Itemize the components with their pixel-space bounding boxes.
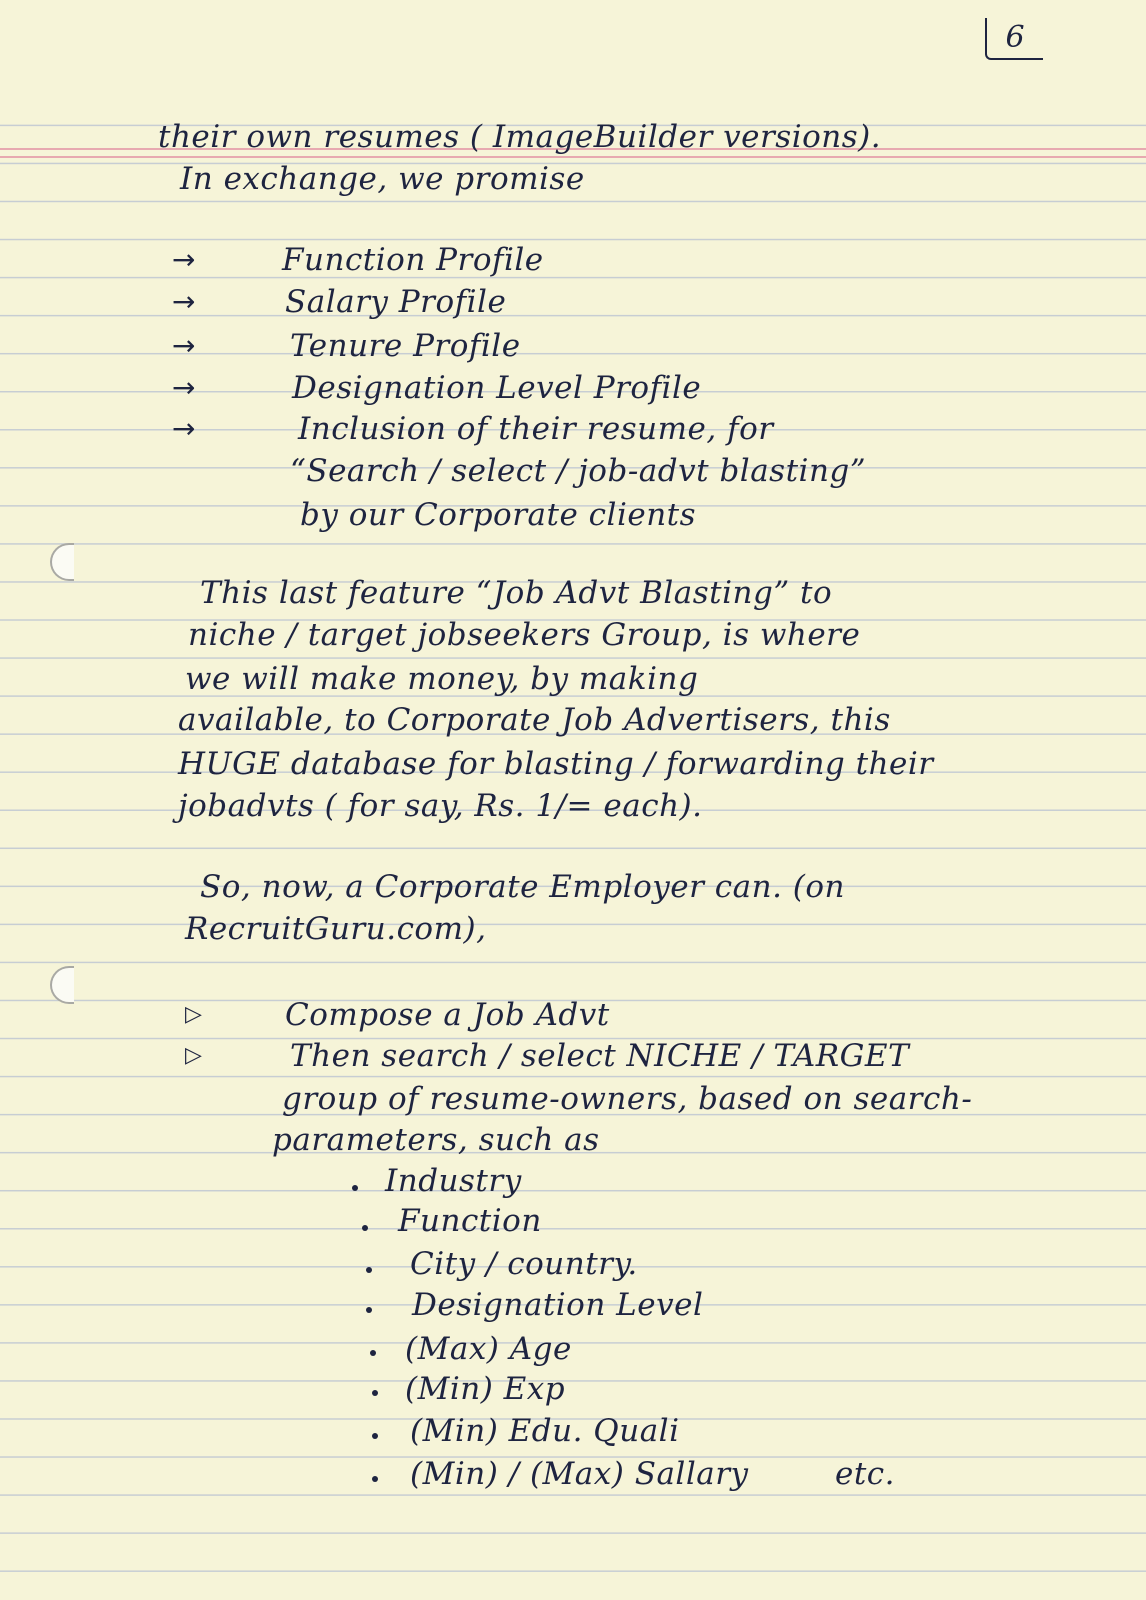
intro-line: their own resumes ( ImageBuilder versions).: [158, 119, 882, 155]
paragraph-line: niche / target jobseekers Group, is where: [188, 617, 861, 653]
triangle-bullet-icon: ▷: [185, 1043, 202, 1068]
bullet-dot-icon: [366, 1267, 372, 1273]
margin-rule-line: [0, 156, 1146, 158]
promise-item: Tenure Profile: [290, 328, 521, 364]
arrow-icon: →: [172, 285, 196, 318]
bullet-dot-icon: [370, 1350, 376, 1356]
bullet-dot-icon: [362, 1225, 368, 1231]
paragraph-line: we will make money, by making: [185, 661, 699, 697]
parameter-item: City / country.: [410, 1246, 638, 1282]
bullet-dot-icon: [372, 1390, 378, 1396]
promise-item: by our Corporate clients: [300, 497, 697, 533]
parameter-item: Designation Level: [412, 1287, 704, 1323]
arrow-icon: →: [172, 412, 196, 445]
paragraph-line: HUGE database for blasting / forwarding their: [178, 746, 934, 782]
promise-item: Salary Profile: [285, 284, 507, 320]
paragraph-line: This last feature “Job Advt Blasting” to: [200, 575, 833, 611]
intro-line: In exchange, we promise: [180, 161, 585, 197]
parameter-item: (Min) Exp: [405, 1371, 566, 1407]
step-item: Then search / select NICHE / TARGET: [290, 1038, 910, 1074]
paragraph-line: available, to Corporate Job Advertisers, this: [178, 702, 891, 738]
parameter-item: (Min) / (Max) Sallary: [410, 1456, 749, 1492]
promise-item: “Search / select / job-advt blasting”: [290, 453, 867, 489]
punch-hole: [50, 543, 74, 581]
step-continuation: parameters, such as: [272, 1122, 600, 1158]
employer-intro-line: RecruitGuru.com),: [185, 911, 487, 947]
bullet-dot-icon: [366, 1307, 372, 1313]
arrow-icon: →: [172, 243, 196, 276]
bullet-dot-icon: [372, 1433, 378, 1439]
parameter-item: (Max) Age: [405, 1331, 572, 1367]
bullet-dot-icon: [352, 1185, 358, 1191]
top-margin: [0, 0, 1146, 120]
punch-hole: [50, 966, 74, 1004]
arrow-icon: →: [172, 329, 196, 362]
bullet-dot-icon: [372, 1476, 378, 1482]
promise-item: Function Profile: [282, 242, 544, 278]
page-number: 6: [985, 18, 1043, 60]
paragraph-line: jobadvts ( for say, Rs. 1/= each).: [178, 788, 703, 824]
parameters-suffix: etc.: [835, 1456, 896, 1492]
promise-item: Inclusion of their resume, for: [298, 411, 774, 447]
parameter-item: Function: [398, 1203, 542, 1239]
promise-item: Designation Level Profile: [292, 370, 702, 406]
step-continuation: group of resume-owners, based on search-: [282, 1081, 973, 1117]
triangle-bullet-icon: ▷: [185, 1002, 202, 1027]
arrow-icon: →: [172, 371, 196, 404]
parameter-item: Industry: [385, 1163, 522, 1199]
employer-intro-line: So, now, a Corporate Employer can. (on: [200, 869, 846, 905]
parameter-item: (Min) Edu. Quali: [410, 1413, 680, 1449]
step-item: Compose a Job Advt: [285, 997, 610, 1033]
